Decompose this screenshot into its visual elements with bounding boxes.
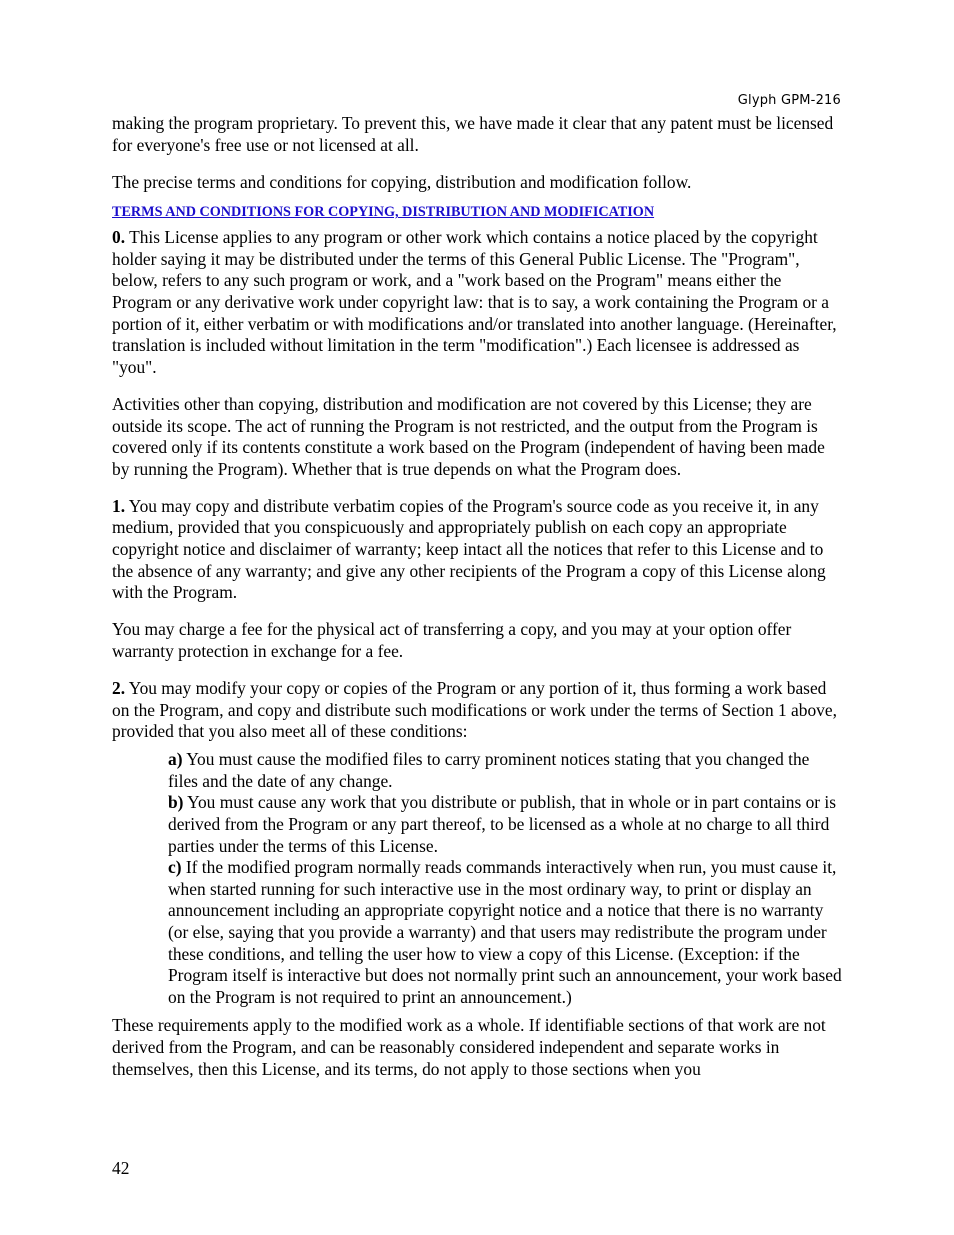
section-2-number: 2. [112,677,126,698]
condition-b-label: b) [168,792,184,813]
section-2-text: You may modify your copy or copies of the Program or any portion of it, thus forming a work based on the Program, and copy and distribute such modifications or work under the terms of Section 1 above, provided that you also meet all of these conditions: [112,677,837,742]
section-2-paragraph [112,678,842,743]
paragraph-activities: Activities other than copying, distribution and modification are not covered by this License; they are outside its scope. The act of running the Program is not restricted, and the output from the Program is covered only if its contents constitute a work based on the Program (independent of having been made by running the Program). Whether that is true depends on what the Program does. [112,393,825,479]
page-number: 42 [112,1158,130,1178]
section-2-conditions [168,749,842,1008]
paragraph-precise-terms: The precise terms and conditions for copying, distribution and modification follow. [112,171,692,192]
condition-c [168,857,842,1008]
terms-heading-link[interactable]: TERMS AND CONDITIONS FOR COPYING, DISTRIBUTION AND MODIFICATION [112,204,655,221]
section-0-paragraph [112,227,842,378]
paragraph-fee: You may charge a fee for the physical act of transferring a copy, and you may at your option offer warranty protection in exchange for a fee. [112,619,792,661]
section-1-text: You may copy and distribute verbatim copies of the Program's source code as you receive it, in any medium, provided that you conspicuously and appropriately publish on each copy an appropriate copyright notice and disclaimer of warranty; keep intact all the notices that refer to this License and to the absence of any warranty; and give any other recipients of the Program a copy of this License along with the Program. [112,495,826,603]
condition-b-text: You must cause any work that you distribute or publish, that in whole or in part contains or is derived from the Program or any part thereof, to be licensed as a whole at no charge to all third parties under the terms of this License. [168,792,837,856]
condition-a [168,749,842,792]
condition-b [168,792,842,857]
condition-a-text: You must cause the modified files to carry prominent notices stating that you changed the files and the date of any change. [168,749,810,791]
condition-c-label: c) [168,857,182,878]
condition-a-label: a) [168,749,183,770]
section-1-number: 1. [112,495,126,516]
section-0-text: This License applies to any program or other work which contains a notice placed by the copyright holder saying it may be distributed under the terms of this General Public License. The "Program", below, refers to any such program or work, and a "work based on the Program" means either the Program or any derivative work under copyright law: that is to say, a work containing the Program or a portion of it, either verbatim or with modifications and/or translated into another language. (Hereinafter, translation is included without limitation in the term "modification".) Each licensee is addressed as "you". [112,227,837,377]
document-body [112,113,842,1096]
document-id-header: Glyph GPM-216 [737,93,841,108]
section-1-paragraph [112,496,842,604]
section-0-number: 0. [112,227,126,248]
paragraph-intro-continuation: making the program proprietary. To prevent this, we have made it clear that any patent must be licensed for everyone's free use or not licensed at all. [112,113,834,155]
paragraph-requirements: These requirements apply to the modified work as a whole. If identifiable sections of that work are not derived from the Program, and can be reasonably considered independent and separate works in themselves, then this License, and its terms, do not apply to those sections when you [112,1015,826,1079]
condition-c-text: If the modified program normally reads commands interactively when run, you must cause it, when started running for such interactive use in the most ordinary way, to print or display an announcement including an appropriate copyright notice and a notice that there is no warranty (or else, saying that you provide a warranty) and that users may redistribute the program under these conditions, and telling the user how to view a copy of this License. (Exception: if the Program itself is interactive but does not normally print such an announcement, your work based on the Program is not required to print an announcement.) [168,857,842,1007]
